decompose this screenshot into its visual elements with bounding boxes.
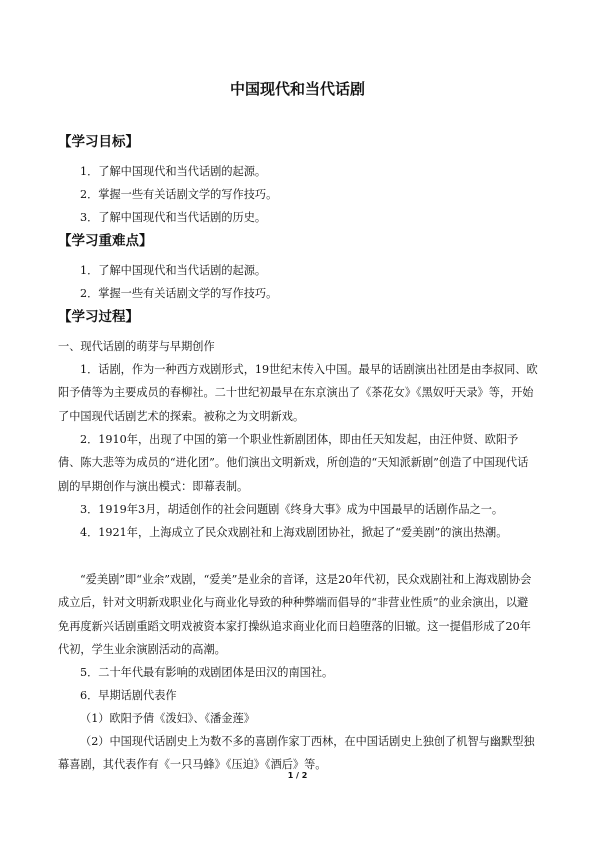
- key-point-item-2: 2．掌握一些有关话剧文学的写作技巧。: [80, 287, 278, 300]
- page-title: 中国现代和当代话剧: [229, 80, 365, 98]
- paragraph-1: 1．话剧，作为一种西方戏剧形式，19世纪末传入中国。最早的话剧演出社团是由李叔同、欧阳予倩等为主要成员的春柳社。二十世纪初最早在东京演出了《茶花女》《黑奴吁天录》等，开始了中国现代话剧艺术的探索。被称之为文明新戏。: [58, 363, 538, 423]
- paragraph-6: 5．二十年代最有影响的戏剧团体是田汉的南国社。: [80, 666, 334, 679]
- paragraph-4: 4．1921年，上海成立了民众戏剧社和上海戏剧团协社，掀起了“爱美剧”的演出热潮。: [80, 526, 508, 539]
- page-number: 1 / 2: [287, 771, 308, 780]
- paragraph-3: 3．1919年3月，胡适创作的社会问题剧《终身大事》成为中国最早的话剧作品之一。: [80, 503, 504, 516]
- section-heading-goals: 【学习目标】: [58, 134, 139, 150]
- paragraph-9: （2）中国现代话剧史上为数不多的喜剧作家丁西林，在中国话剧史上独创了机智与幽默型独幕喜剧，其代表作有《一只马蜂》《压迫》《酒后》等。: [58, 735, 535, 772]
- paragraph-8: （1）欧阳予倩《泼妇》、《潘金莲》: [80, 712, 255, 725]
- section-heading-process: 【学习过程】: [58, 309, 139, 325]
- key-point-item-1: 1．了解中国现代和当代话剧的起源。: [80, 264, 267, 277]
- goal-item-2: 2．掌握一些有关话剧文学的写作技巧。: [80, 188, 278, 201]
- process-sub-heading: 一、现代话剧的萌芽与早期创作: [58, 340, 215, 353]
- paragraph-5: “爱美剧”即“业余”戏剧，“爱美”是业余的音译，这是20年代初，民众戏剧社和上海戏剧协会成立后，针对文明新戏职业化与商业化导致的种种弊端而倡导的“非营业性质”的业余演出，以避免再度新兴话剧重蹈文明戏被资本家打操纵追求商业化而日趋堕落的旧辙。这一提倡形成了20年代初，学生业余演剧活动的高潮。: [58, 573, 532, 656]
- paragraph-7: 6．早期话剧代表作: [80, 689, 177, 702]
- goal-item-1: 1．了解中国现代和当代话剧的起源。: [80, 165, 267, 178]
- goal-item-3: 3．了解中国现代和当代话剧的历史。: [80, 211, 267, 224]
- paragraph-2: 2．1910年，出现了中国的第一个职业性新剧团体，即由任天知发起，由汪仲贤、欧阳予倩、陈大悲等为成员的“进化团”。他们演出文明新戏，所创造的“天知派新剧”创造了中国现代话剧的早期创作与演出模式：即幕表制。: [58, 433, 529, 493]
- section-heading-key-points: 【学习重难点】: [58, 233, 153, 249]
